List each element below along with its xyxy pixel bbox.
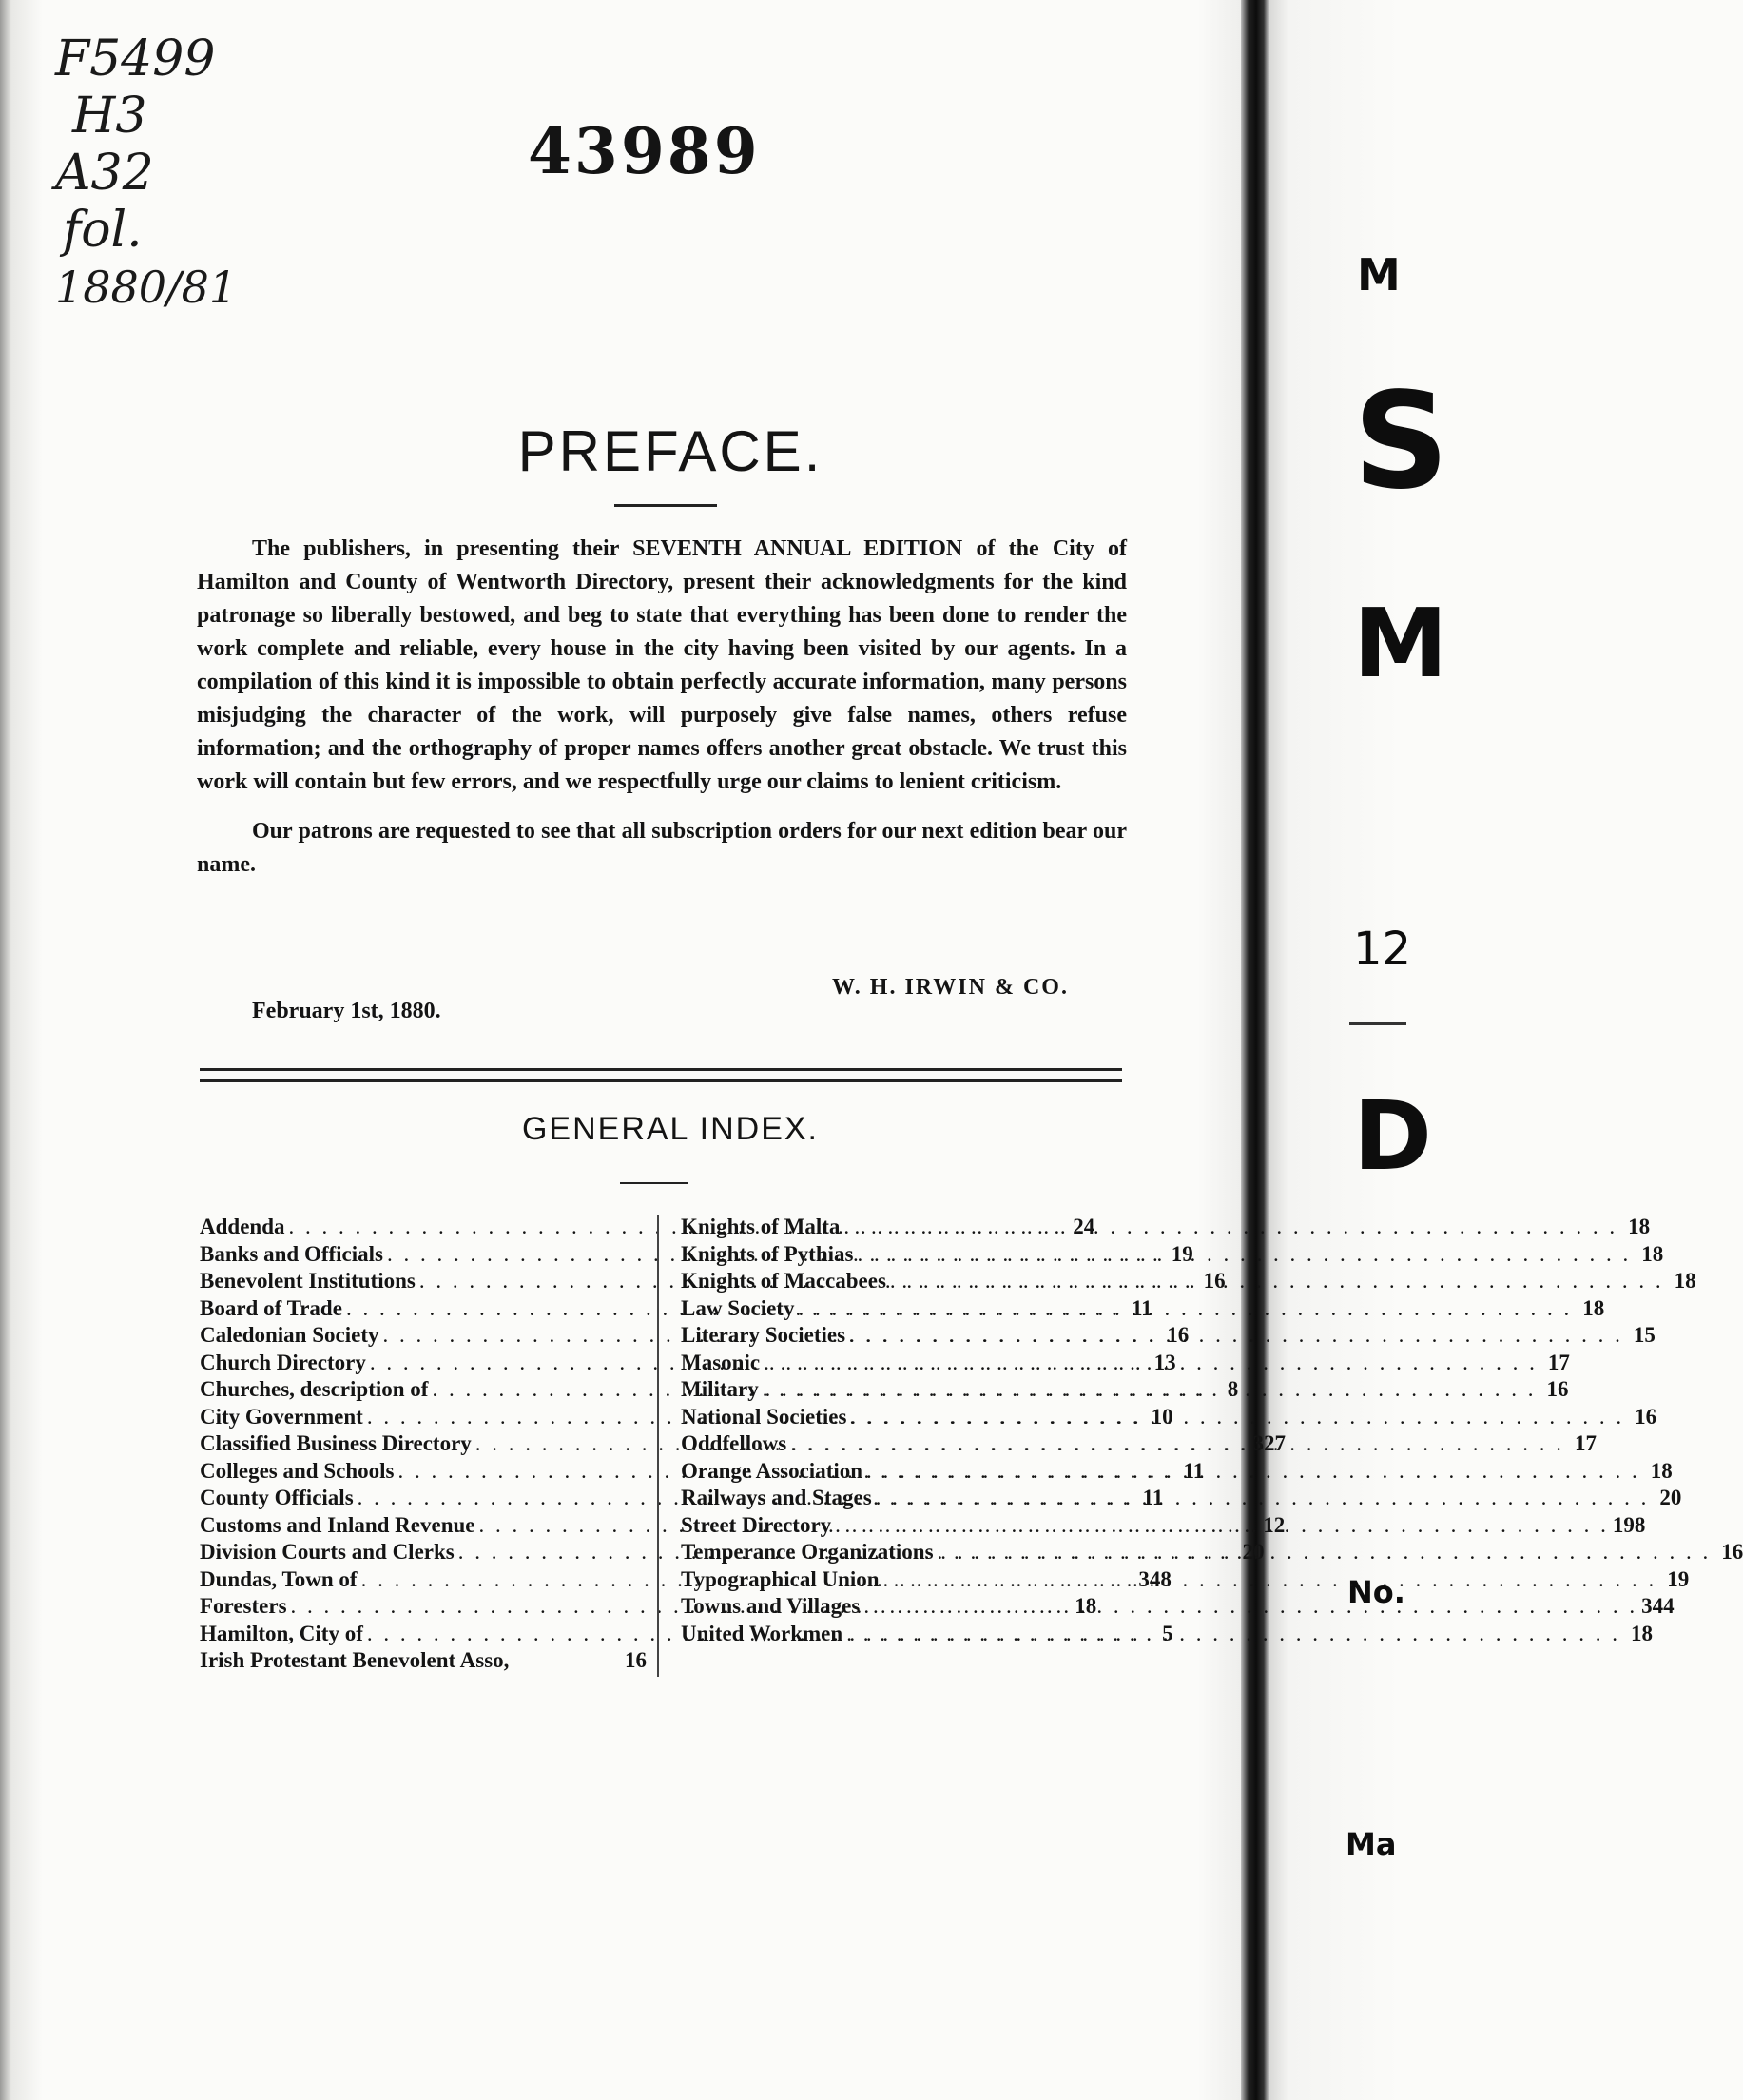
index-label: Knights of Malta: [681, 1215, 841, 1238]
index-page: 198: [1612, 1512, 1646, 1537]
index-page: 11: [1131, 1295, 1152, 1320]
leader-dots: [846, 1404, 1628, 1431]
handwritten-line: F5499: [55, 30, 216, 88]
index-label: Benevolent Institutions: [200, 1269, 416, 1293]
index-page: 10: [1151, 1404, 1173, 1429]
index-label: City Government: [200, 1404, 363, 1429]
leader-dots: [840, 1214, 1621, 1241]
index-label: Foresters: [200, 1594, 287, 1618]
adjacent-page: [1269, 0, 1449, 2100]
handwritten-line: 1880/81: [55, 262, 238, 313]
leader-dots: [831, 1512, 1613, 1540]
index-page: 16: [1635, 1404, 1657, 1429]
index-page: 18: [1650, 1458, 1673, 1483]
index-label: Temperance Organizations: [681, 1540, 934, 1564]
adjacent-fragment: M: [1353, 588, 1448, 699]
leader-dots: [880, 1566, 1661, 1594]
index-label: Knights of Maccabees: [681, 1269, 886, 1293]
index-page: 12: [1263, 1512, 1286, 1537]
leader-dots: [886, 1268, 1668, 1295]
handwritten-line: H3: [72, 88, 147, 145]
index-page: 24: [1073, 1215, 1095, 1238]
adjacent-fragment: No.: [1347, 1574, 1405, 1610]
index-page: 13: [1153, 1350, 1176, 1374]
index-label: Church Directory: [200, 1350, 366, 1374]
index-label: Literary Societies: [681, 1323, 846, 1347]
index-entry: [681, 1214, 1651, 1241]
handwritten-call-number: [55, 30, 237, 316]
leader-dots: [853, 1241, 1635, 1269]
adjacent-fragment: Ma: [1346, 1826, 1397, 1862]
index-title: GENERAL INDEX.: [521, 1111, 820, 1147]
index-page: 11: [1142, 1486, 1164, 1509]
adjacent-rule: [1349, 1022, 1406, 1025]
leader-dots: [845, 1322, 1627, 1350]
index-label: United Workmen: [681, 1621, 843, 1645]
index-page: 16: [1721, 1540, 1743, 1564]
index-label: Railways and Stages: [681, 1486, 872, 1509]
index-page: 8: [1227, 1377, 1239, 1401]
index-label: Law Society: [681, 1295, 795, 1320]
index-page: 20: [1242, 1540, 1265, 1564]
index-column-divider: [657, 1215, 659, 1677]
preface-body: [197, 533, 1127, 882]
index-page: 20: [1659, 1486, 1682, 1509]
index-page: 327: [1252, 1431, 1287, 1455]
index-label: Street Directory: [681, 1512, 832, 1537]
index-page: 17: [1547, 1350, 1570, 1374]
index-page: 15: [1633, 1323, 1656, 1347]
index-label: Customs and Inland Revenue: [200, 1512, 475, 1537]
index-label: Typographical Union: [681, 1566, 880, 1591]
leader-dots: [794, 1295, 1576, 1323]
index-page: 18: [1075, 1594, 1097, 1618]
index-label: Towns and Villages: [681, 1594, 861, 1618]
index-page: 18: [1630, 1621, 1653, 1645]
index-page: 16: [1546, 1377, 1569, 1401]
title-rule: [614, 504, 717, 507]
index-label: Board of Trade: [200, 1295, 342, 1320]
index-page: 19: [1171, 1241, 1193, 1266]
index-label: Caledonian Society: [200, 1323, 379, 1347]
index-label: Dundas, Town of: [200, 1566, 358, 1591]
preface-title: PREFACE.: [517, 419, 823, 483]
index-label: Colleges and Schools: [200, 1458, 395, 1483]
adjacent-fragment: D: [1353, 1080, 1433, 1192]
index-page: 17: [1574, 1431, 1597, 1455]
index-label: National Societies: [681, 1404, 847, 1429]
index-entry: [681, 1621, 1653, 1648]
index-page: 5: [1162, 1621, 1173, 1645]
adjacent-fragment: M: [1357, 249, 1401, 301]
index-page: 18: [1582, 1295, 1605, 1320]
adjacent-fragment: 12: [1353, 923, 1412, 976]
book-gutter: [1241, 0, 1269, 2100]
index-label: Churches, description of: [200, 1377, 429, 1401]
index-label: Division Courts and Clerks: [200, 1540, 455, 1564]
index-entry: [681, 1593, 1675, 1621]
index-label: Military: [681, 1377, 759, 1401]
leader-dots: [786, 1430, 1568, 1458]
index-label: Banks and Officials: [200, 1241, 383, 1266]
index-page: 18: [1641, 1241, 1664, 1266]
leader-dots: [842, 1621, 1624, 1648]
publisher-signature: W. H. IRWIN & CO.: [832, 975, 1069, 1000]
index-page: 19: [1667, 1566, 1690, 1591]
index-label: Irish Protestant Benevolent Asso,: [200, 1648, 510, 1672]
leader-dots: [760, 1350, 1541, 1377]
leader-dots: [872, 1485, 1654, 1512]
index-entry: [200, 1647, 647, 1675]
index-page: 344: [1641, 1594, 1675, 1618]
index-label: Addenda: [200, 1215, 285, 1238]
leader-dots: [862, 1458, 1644, 1486]
index-page: 348: [1138, 1566, 1172, 1591]
index-label: Orange Association: [681, 1458, 863, 1483]
leader-dots: [759, 1376, 1540, 1404]
leader-dots: [860, 1593, 1641, 1621]
handwritten-line: fol.: [63, 202, 143, 259]
preface-paragraph: The publishers, in presenting their SEVENTH ANNUAL EDITION of the City of Hamilton and County of Wentworth Directory, present their acknowledgments for the kind patronage so liberally bestowed, and beg to state that everything has been done to render the work complete and reliable, every house in the city having been visited by our agents. In a compilation of this kind it is impossible to obtain perfectly accurate information, many persons misjudging the character of the work, will purposely give false names, others refuse information; and the orthography of proper names offers another great obstacle. We trust this work will contain but few errors, and we respectfully urge our claims to lenient criticism.: [197, 536, 1127, 794]
index-label: Hamilton, City of: [200, 1621, 363, 1645]
index-page: 16: [625, 1648, 647, 1672]
index-page: 18: [1628, 1215, 1651, 1238]
index-title-rule: [620, 1182, 688, 1184]
index-label: Knights of Pythias: [681, 1241, 854, 1266]
index-label: County Officials: [200, 1486, 354, 1509]
index-page: 18: [1674, 1269, 1696, 1293]
index-entry: [681, 1376, 1569, 1404]
section-divider: [200, 1068, 1122, 1082]
index-label: Classified Business Directory: [200, 1431, 472, 1455]
adjacent-fragment: S: [1353, 364, 1449, 519]
preface-paragraph: Our patrons are requested to see that all subscription orders for our next edition bear our name.: [197, 819, 1127, 877]
accession-number: 43989: [528, 114, 761, 188]
leader-dots: [934, 1539, 1715, 1566]
index-page: 16: [1203, 1269, 1226, 1293]
index-label: Masonic: [681, 1350, 761, 1374]
index-page: 16: [1167, 1323, 1190, 1347]
index-label: Oddfellows: [681, 1431, 787, 1455]
index-page: 11: [1183, 1458, 1205, 1483]
handwritten-line: A32: [55, 145, 154, 202]
preface-date: February 1st, 1880.: [252, 999, 441, 1023]
